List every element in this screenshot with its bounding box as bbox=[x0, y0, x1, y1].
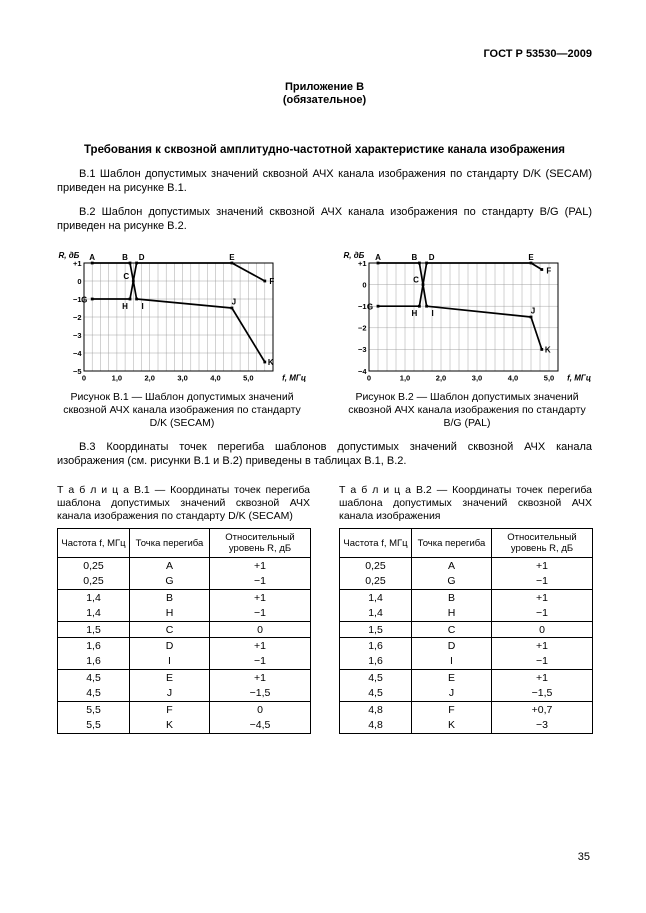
table-cell: 1,4 bbox=[58, 590, 130, 606]
table-cell: −3 bbox=[492, 718, 593, 734]
table-row bbox=[58, 558, 311, 574]
table-cell: C bbox=[130, 622, 210, 638]
svg-text:+1: +1 bbox=[357, 258, 367, 268]
svg-text:D: D bbox=[428, 253, 435, 262]
x-axis-ticks bbox=[367, 374, 554, 383]
x-axis-label: f, МГц bbox=[567, 373, 591, 383]
table-cell: 4,8 bbox=[340, 718, 412, 734]
table-cell: −1,5 bbox=[210, 686, 311, 702]
figure-b2-caption: Рисунок В.2 — Шаблон допустимых значений сквозной АЧХ канала изображения по стандарту B/G (PAL) bbox=[348, 391, 586, 429]
table-cell: −1 bbox=[492, 574, 593, 590]
table-cell: 1,4 bbox=[340, 606, 412, 622]
svg-text:2,0: 2,0 bbox=[435, 373, 447, 383]
svg-text:J: J bbox=[231, 297, 237, 307]
x-axis-ticks bbox=[82, 374, 254, 383]
table-cell: E bbox=[130, 670, 210, 686]
svg-text:A: A bbox=[375, 253, 381, 262]
table-header-cell: Точка перегиба bbox=[412, 529, 492, 558]
svg-text:K: K bbox=[267, 358, 274, 367]
table-cell: +1 bbox=[492, 638, 593, 654]
svg-text:−4: −4 bbox=[357, 366, 367, 376]
table-b2 bbox=[339, 528, 593, 734]
table-cell: 0,25 bbox=[58, 574, 130, 590]
table-row bbox=[340, 638, 593, 654]
table-row bbox=[58, 670, 311, 686]
table-cell: +1 bbox=[210, 670, 311, 686]
y-axis-ticks bbox=[73, 259, 82, 376]
svg-text:−5: −5 bbox=[72, 366, 82, 376]
svg-text:E: E bbox=[229, 253, 235, 262]
figure-b1-caption: Рисунок В.1 — Шаблон допустимых значений сквозной АЧХ канала изображения по стандарту D/K (SECAM) bbox=[63, 391, 301, 429]
table-cell: H bbox=[412, 606, 492, 622]
svg-text:G: G bbox=[366, 302, 374, 312]
svg-text:C: C bbox=[413, 275, 419, 285]
table-row bbox=[340, 670, 593, 686]
table-b1 bbox=[57, 528, 311, 734]
svg-text:1,0: 1,0 bbox=[111, 373, 123, 383]
y-axis-label: R, дБ bbox=[343, 251, 365, 260]
table-cell: 4,5 bbox=[340, 686, 412, 702]
svg-text:5,0: 5,0 bbox=[243, 373, 254, 383]
series-lower-limit bbox=[92, 281, 265, 362]
svg-text:J: J bbox=[530, 306, 536, 316]
table-cell: −1 bbox=[210, 606, 311, 622]
table-b1-block bbox=[57, 484, 310, 734]
table-cell: 1,4 bbox=[340, 590, 412, 606]
table-cell: 1,6 bbox=[340, 654, 412, 670]
table-cell: +1 bbox=[210, 638, 311, 654]
table-cell: 0,25 bbox=[340, 558, 412, 574]
table-row bbox=[340, 558, 593, 574]
svg-text:F: F bbox=[546, 266, 552, 276]
table-cell: 5,5 bbox=[58, 718, 130, 734]
svg-text:F: F bbox=[269, 277, 275, 286]
table-cell: 1,5 bbox=[340, 622, 412, 638]
svg-text:0: 0 bbox=[366, 373, 372, 383]
table-header-cell: Частота f, МГц bbox=[58, 529, 130, 558]
svg-text:−2: −2 bbox=[72, 312, 82, 322]
svg-text:C: C bbox=[123, 272, 130, 281]
table-cell: +0,7 bbox=[492, 702, 593, 718]
afc-template-chart-dk-secam bbox=[57, 249, 307, 389]
svg-text:4,0: 4,0 bbox=[210, 373, 221, 383]
table-row bbox=[58, 718, 311, 734]
table-cell: −1 bbox=[492, 606, 593, 622]
series-upper-limit bbox=[378, 263, 542, 285]
table-cell: 4,5 bbox=[340, 670, 412, 686]
table-cell: D bbox=[412, 638, 492, 654]
svg-text:I: I bbox=[431, 309, 434, 319]
table-cell: E bbox=[412, 670, 492, 686]
table-cell: 4,8 bbox=[340, 702, 412, 718]
svg-text:H: H bbox=[122, 302, 128, 311]
svg-text:B: B bbox=[411, 253, 418, 262]
y-axis-ticks bbox=[358, 259, 367, 376]
table-cell: 4,5 bbox=[58, 686, 130, 702]
table-header-cell: Относительный уровень R, дБ bbox=[210, 529, 311, 558]
table-cell: +1 bbox=[492, 590, 593, 606]
table-row bbox=[58, 702, 311, 718]
svg-text:−3: −3 bbox=[357, 345, 367, 355]
table-cell: 1,6 bbox=[58, 638, 130, 654]
table-row bbox=[58, 686, 311, 702]
table-cell: +1 bbox=[210, 590, 311, 606]
afc-template-chart-bg-pal bbox=[342, 249, 592, 389]
table-cell: G bbox=[130, 574, 210, 590]
svg-text:−1: −1 bbox=[357, 302, 367, 311]
svg-text:0: 0 bbox=[362, 280, 367, 290]
table-cell: 4,5 bbox=[58, 670, 130, 686]
section-title: Требования к сквозной амплитудно-частотной характеристике канала изображения bbox=[83, 144, 566, 156]
table-row bbox=[340, 686, 593, 702]
svg-text:B: B bbox=[122, 253, 128, 262]
series-upper-limit bbox=[92, 263, 265, 281]
table-cell: 1,5 bbox=[58, 622, 130, 638]
table-cell: B bbox=[412, 590, 492, 606]
paragraph-b3: В.3 Координаты точек перегиба шаблонов допустимых значений сквозной АЧХ канала изображения (см. рисунки В.1 и В.2) приведены в таблицах В.1, В.2. bbox=[57, 441, 592, 467]
svg-text:E: E bbox=[528, 253, 534, 262]
table-cell: I bbox=[412, 654, 492, 670]
table-cell: D bbox=[130, 638, 210, 654]
svg-text:−1: −1 bbox=[72, 294, 82, 304]
table-row bbox=[58, 622, 311, 638]
table-cell: +1 bbox=[492, 670, 593, 686]
table-cell: 0 bbox=[210, 702, 311, 718]
table-cell: −1 bbox=[210, 654, 311, 670]
y-axis-label: R, дБ bbox=[58, 251, 80, 260]
table-cell: K bbox=[130, 718, 210, 734]
table-cell: 1,6 bbox=[340, 638, 412, 654]
appendix-heading bbox=[57, 81, 592, 107]
table-header-row bbox=[340, 529, 593, 558]
table-b2-title: Т а б л и ц а В.2 — Координаты точек перегиба шаблона допустимых значений сквозной АЧХ канала изображения bbox=[339, 484, 592, 522]
table-header-cell: Точка перегиба bbox=[130, 529, 210, 558]
table-b1-title: Т а б л и ц а В.1 — Координаты точек перегиба шаблона допустимых значений сквозной АЧХ канала изображения по стандарту D/K (SECAM) bbox=[57, 484, 310, 522]
table-header-row bbox=[58, 529, 311, 558]
table-cell: F bbox=[130, 702, 210, 718]
svg-text:K: K bbox=[544, 345, 551, 355]
svg-text:−3: −3 bbox=[72, 330, 82, 340]
table-header-cell: Частота f, МГц bbox=[340, 529, 412, 558]
table-row bbox=[340, 718, 593, 734]
table-row bbox=[58, 654, 311, 670]
x-axis-label: f, МГц bbox=[282, 373, 306, 383]
grid bbox=[84, 263, 273, 371]
tables-row bbox=[57, 484, 592, 734]
table-cell: +1 bbox=[210, 558, 311, 574]
table-cell: −1 bbox=[492, 654, 593, 670]
table-header-cell: Относительный уровень R, дБ bbox=[492, 529, 593, 558]
svg-text:0: 0 bbox=[77, 276, 82, 286]
table-cell: J bbox=[412, 686, 492, 702]
table-cell: −1,5 bbox=[492, 686, 593, 702]
table-row bbox=[340, 654, 593, 670]
table-row bbox=[340, 622, 593, 638]
svg-text:3,0: 3,0 bbox=[471, 373, 483, 383]
svg-text:0: 0 bbox=[81, 373, 87, 383]
paragraph-b1: В.1 Шаблон допустимых значений сквозной АЧХ канала изображения по стандарту D/K (SECAM) приведен на рисунке В.1. bbox=[57, 168, 592, 194]
table-cell: I bbox=[130, 654, 210, 670]
svg-text:4,0: 4,0 bbox=[507, 373, 519, 383]
table-row bbox=[58, 638, 311, 654]
svg-text:5,0: 5,0 bbox=[543, 373, 555, 383]
figure-b2 bbox=[342, 249, 592, 430]
table-cell: 0 bbox=[210, 622, 311, 638]
table-cell: H bbox=[130, 606, 210, 622]
table-row bbox=[58, 606, 311, 622]
table-cell: 0,25 bbox=[340, 574, 412, 590]
series-lower-limit bbox=[378, 285, 542, 350]
table-cell: −1 bbox=[210, 574, 311, 590]
table-b2-block bbox=[339, 484, 592, 734]
figure-b1 bbox=[57, 249, 307, 430]
figures-row bbox=[57, 249, 592, 430]
table-cell: 0 bbox=[492, 622, 593, 638]
svg-text:D: D bbox=[138, 253, 145, 262]
document-header bbox=[57, 48, 592, 61]
table-cell: +1 bbox=[492, 558, 593, 574]
svg-text:2,0: 2,0 bbox=[144, 373, 155, 383]
table-row bbox=[340, 606, 593, 622]
table-cell: G bbox=[412, 574, 492, 590]
svg-text:−4: −4 bbox=[72, 348, 82, 358]
table-cell: 5,5 bbox=[58, 702, 130, 718]
svg-text:A: A bbox=[89, 253, 96, 262]
table-cell: A bbox=[412, 558, 492, 574]
appendix-subtitle: (обязательное) bbox=[282, 94, 367, 106]
appendix-title: Приложение В bbox=[284, 81, 365, 93]
svg-text:1,0: 1,0 bbox=[399, 373, 411, 383]
table-cell: 1,4 bbox=[58, 606, 130, 622]
table-cell: J bbox=[130, 686, 210, 702]
table-row bbox=[340, 574, 593, 590]
svg-text:+1: +1 bbox=[72, 258, 82, 268]
table-cell: A bbox=[130, 558, 210, 574]
table-cell: −4,5 bbox=[210, 718, 311, 734]
svg-text:−2: −2 bbox=[357, 323, 367, 333]
table-row bbox=[58, 590, 311, 606]
table-cell: F bbox=[412, 702, 492, 718]
table-cell: K bbox=[412, 718, 492, 734]
svg-text:I: I bbox=[141, 302, 144, 311]
paragraph-b2: В.2 Шаблон допустимых значений сквозной АЧХ канала изображения по стандарту B/G (PAL) приведен на рисунке В.2. bbox=[57, 206, 592, 232]
table-cell: B bbox=[130, 590, 210, 606]
table-cell: 1,6 bbox=[58, 654, 130, 670]
table-cell: C bbox=[412, 622, 492, 638]
svg-text:H: H bbox=[411, 309, 418, 319]
svg-text:G: G bbox=[81, 295, 88, 305]
svg-text:3,0: 3,0 bbox=[177, 373, 188, 383]
standard-number: ГОСТ Р 53530—2009 bbox=[483, 48, 592, 60]
table-row bbox=[58, 574, 311, 590]
table-row bbox=[340, 590, 593, 606]
table-cell: 0,25 bbox=[58, 558, 130, 574]
page-number: 35 bbox=[577, 851, 590, 863]
table-row bbox=[340, 702, 593, 718]
